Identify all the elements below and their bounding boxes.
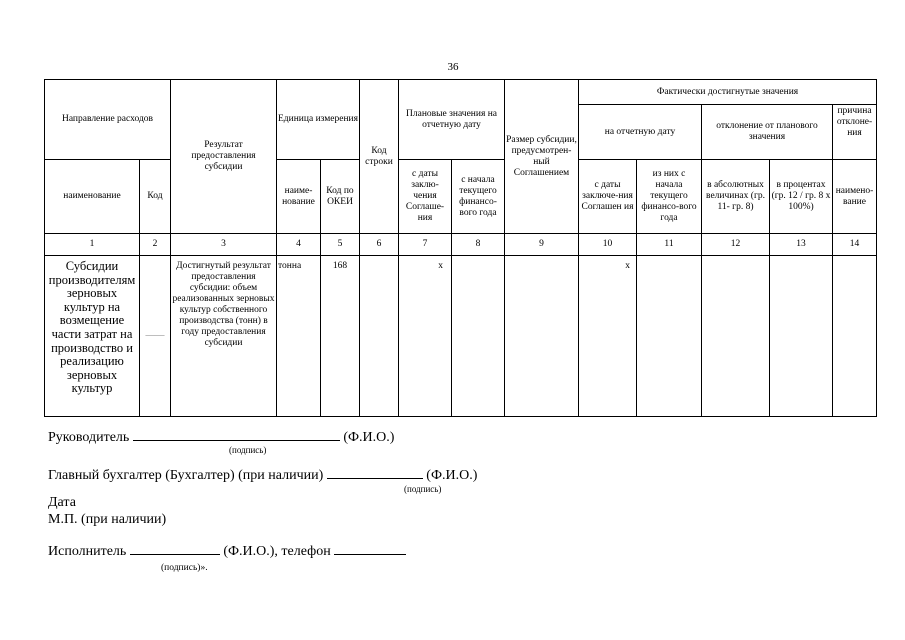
cell-direction-name: Субсидии производителям зерновых культур на возмещение части затрат на производство и реализацию зерновых культур — [45, 256, 140, 417]
page-number: 36 — [447, 61, 459, 73]
header-code: Код — [140, 160, 171, 234]
column-number: 6 — [360, 234, 399, 256]
cell-actual-from-year — [637, 256, 702, 417]
header-actual: Фактически достигнутые значения — [579, 80, 877, 105]
head-fio-label: (Ф.И.О.) — [343, 430, 395, 445]
table-row — [45, 256, 877, 417]
header-direction: Направление расходов — [45, 80, 171, 160]
column-number: 8 — [452, 234, 505, 256]
date-label: Дата — [48, 495, 76, 510]
cell-dev-percent — [770, 256, 833, 417]
column-number: 4 — [277, 234, 321, 256]
head-signature-field — [133, 427, 340, 441]
header-unit-name: наиме-нование — [277, 160, 321, 234]
header-deviation: отклонение от планового значения — [702, 105, 833, 160]
head-sign-hint: (подпись) — [229, 445, 267, 455]
executor-fio-label: (Ф.И.О.), телефон — [223, 544, 331, 559]
column-number: 14 — [833, 234, 877, 256]
cell-planned-from-agreement: x — [399, 256, 452, 417]
header-dev-percent: в процентах (гр. 12 / гр. 8 х 100%) — [770, 160, 833, 234]
accountant-fio-label: (Ф.И.О.) — [426, 468, 478, 483]
column-number: 2 — [140, 234, 171, 256]
cell-planned-from-year — [452, 256, 505, 417]
header-unit: Единица измерения — [277, 80, 360, 160]
column-number: 3 — [171, 234, 277, 256]
header-row-code: Код строки — [360, 80, 399, 234]
header-reason-name: наимено-вание — [833, 160, 877, 234]
cell-actual-from-agreement: x — [579, 256, 637, 417]
cell-code: —— — [140, 256, 171, 417]
header-on-date: на отчетную дату — [579, 105, 702, 160]
executor-signature-field — [130, 541, 220, 555]
cell-reason — [833, 256, 877, 417]
column-number: 10 — [579, 234, 637, 256]
header-actual-from-agreement: с даты заключе-ния Соглашен ия — [579, 160, 637, 234]
head-signature-line — [48, 427, 394, 446]
cell-result: Достигнутый результат предоставления субсидии: объем реализованных зерновых культур собственного производства (тонн) в году предоставления субсидии — [171, 256, 277, 417]
header-okei-code: Код по ОКЕИ — [321, 160, 360, 234]
header-result: Результат предоставления субсидии — [171, 80, 277, 234]
header-dev-absolute: в абсолютных величинах (гр. 11- гр. 8) — [702, 160, 770, 234]
header-subsidy-size: Размер субсидии, предусмотрен-ный Соглашением — [505, 80, 579, 234]
column-number: 1 — [45, 234, 140, 256]
cell-unit-name: тонна — [277, 256, 321, 417]
executor-signature-line — [48, 541, 406, 560]
column-number: 9 — [505, 234, 579, 256]
executor-sign-hint: (подпись)». — [161, 563, 208, 573]
report-table — [44, 79, 877, 417]
head-label: Руководитель — [48, 430, 130, 445]
header-planned-from-agreement: с даты заклю-чения Соглаше-ния — [399, 160, 452, 234]
header-deviation-reason: причина отклоне-ния — [833, 105, 877, 160]
accountant-signature-line — [48, 465, 477, 484]
cell-row-code — [360, 256, 399, 417]
column-number: 5 — [321, 234, 360, 256]
stamp-label: М.П. (при наличии) — [48, 512, 167, 527]
accountant-label: Главный бухгалтер (Бухгалтер) (при наличии) — [48, 468, 324, 483]
column-number: 7 — [399, 234, 452, 256]
header-actual-from-year: из них с начала текущего финансо-вого года — [637, 160, 702, 234]
cell-subsidy-size — [505, 256, 579, 417]
column-number: 12 — [702, 234, 770, 256]
header-planned-from-year: с начала текущего финансо-вого года — [452, 160, 505, 234]
column-number-row — [45, 234, 877, 256]
column-number: 13 — [770, 234, 833, 256]
header-name: наименование — [45, 160, 140, 234]
header-planned: Плановые значения на отчетную дату — [399, 80, 505, 160]
accountant-sign-hint: (подпись) — [404, 484, 442, 494]
cell-okei: 168 — [321, 256, 360, 417]
executor-label: Исполнитель — [48, 544, 127, 559]
accountant-signature-field — [327, 465, 423, 479]
column-number: 11 — [637, 234, 702, 256]
cell-dev-absolute — [702, 256, 770, 417]
executor-phone-field — [334, 541, 406, 555]
